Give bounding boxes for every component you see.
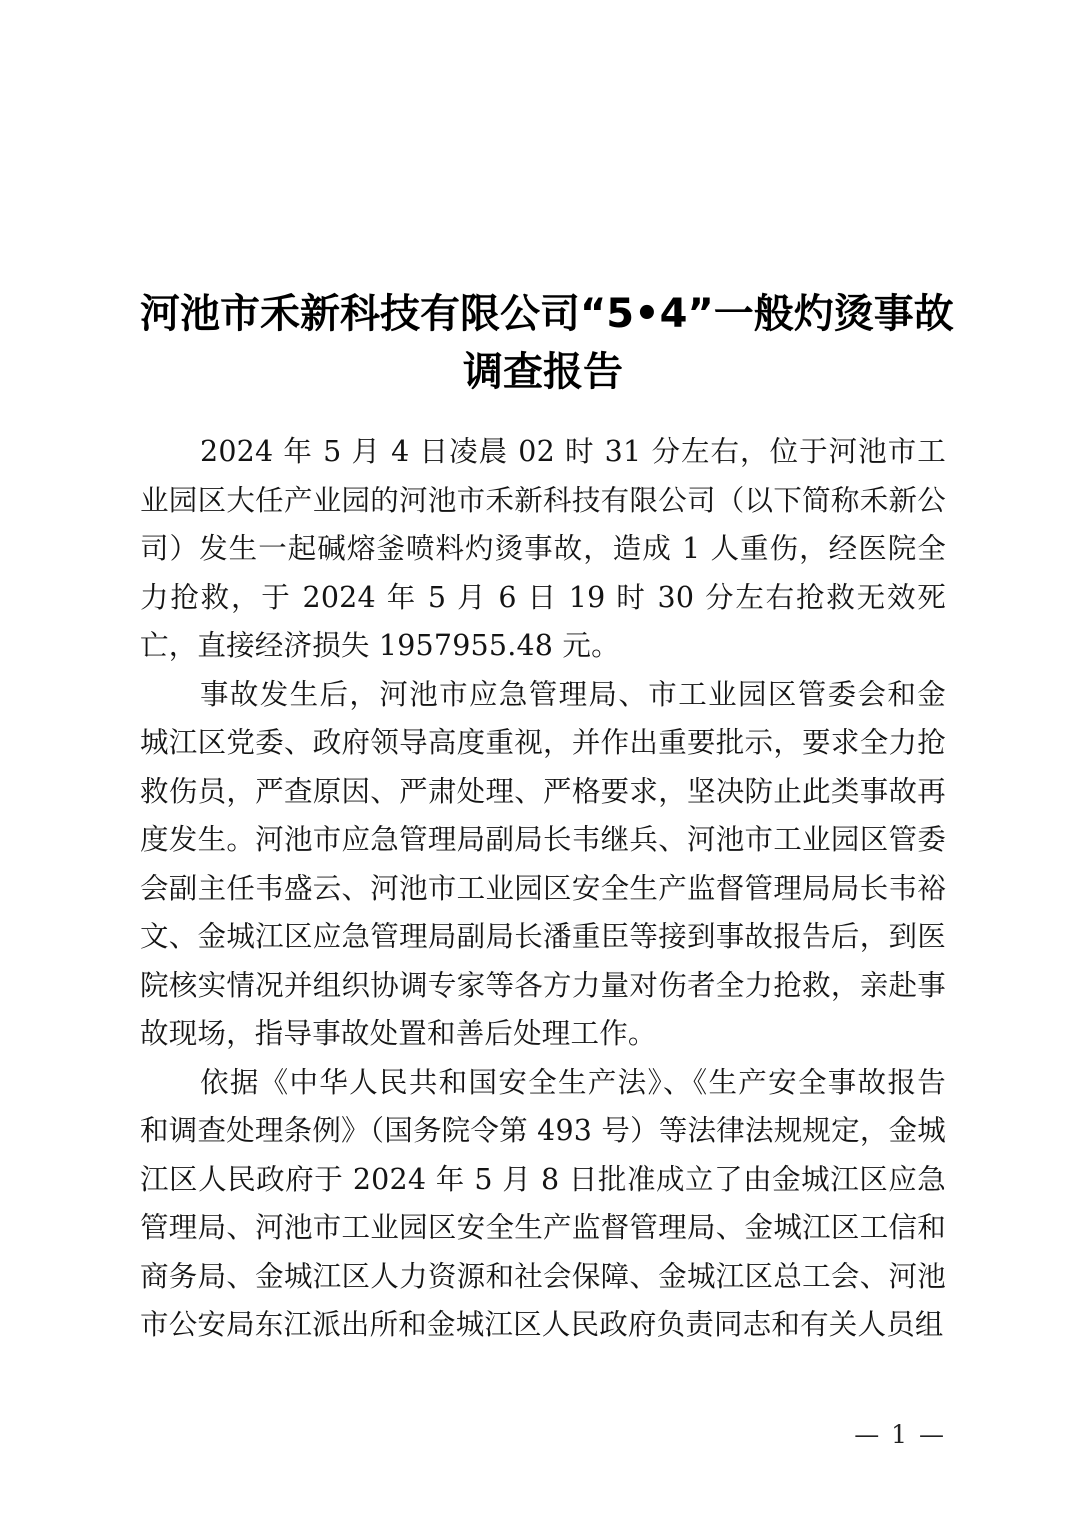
page-title [140,285,954,401]
body-paragraph-3: 依据《中华人民共和国安全生产法》、《生产安全事故报告和调查处理条例》（国务院令第 493 号）等法律法规规定，金城江区人民政府于 2024 年 5 月 8 日批准成立了由金城江区应急管理局、河池市工业园区安全生产监督管理局、金城江区工信和商务局、金城江区人力资源和社会保障、金城江区总工会、河池市公安局东江派出所和金城江区人民政府负责同志和有关人员组 [140,1065,946,1341]
body-paragraph-2: 事故发生后，河池市应急管理局、市工业园区管委会和金城江区党委、政府领导高度重视，并作出重要批示，要求全力抢救伤员，严查原因、严肃处理、严格要求，坚决防止此类事故再度发生。河池市应急管理局副局长韦继兵、河池市工业园区管委会副主任韦盛云、河池市工业园区安全生产监督管理局局长韦裕文、金城江区应急管理局副局长潘重臣等接到事故报告后，到医院核实情况并组织协调专家等各方力量对伤者全力抢救，亲赴事故现场，指导事故处置和善后处理工作。 [140,677,946,1050]
page-title-line-1: 河池市禾新科技有限公司“5•4”一般灼烫事故 [140,290,954,337]
document-body [140,428,946,1350]
body-paragraph-1: 2024 年 5 月 4 日凌晨 02 时 31 分左右，位于河池市工业园区大任产业园的河池市禾新科技有限公司（以下简称禾新公司）发生一起碱熔釜喷料灼烫事故，造成 1 人重伤，经医院全力抢救，于 2024 年 5 月 6 日 19 时 30 分左右抢救无效死亡，直接经济损失 1957955.48 元。 [140,435,946,662]
page-number: — 1 — [854,1420,946,1449]
page-title-line-2: 调查报告 [463,348,623,395]
page-footer [140,1420,946,1450]
